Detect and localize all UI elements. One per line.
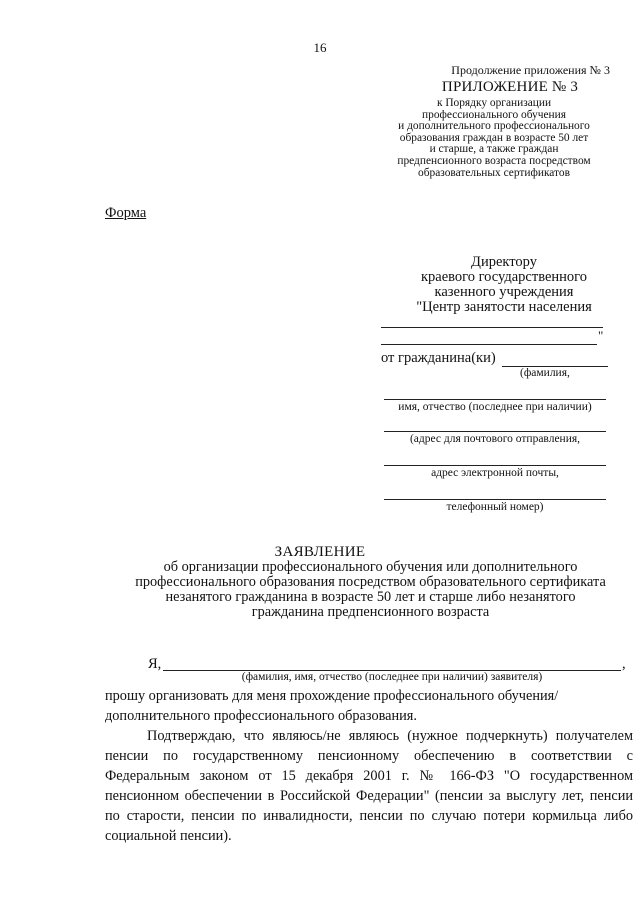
subtitle-line: профессионального образования посредством образовательного сертификата — [135, 574, 606, 590]
appendix-description-line: и дополнительного профессионального — [398, 120, 590, 133]
appendix-description-line: образовательных сертификатов — [418, 166, 570, 179]
email-field-line — [384, 465, 606, 466]
appendix-title: ПРИЛОЖЕНИЕ № 3 — [441, 79, 579, 95]
phone-field-line — [384, 499, 606, 500]
page-number: 16 — [313, 40, 327, 55]
postal-field-line — [384, 431, 606, 432]
appendix-description-line: и старше, а также граждан — [429, 143, 559, 156]
statement-subtitle — [108, 560, 633, 620]
appendix-description — [382, 98, 606, 179]
request-line-2: дополнительного профессионального образования. — [105, 708, 417, 724]
appendix-description-line: профессионального обучения — [422, 108, 566, 121]
applicant-ya-label: Я, — [148, 656, 162, 672]
appendix-description-line: предпенсионного возраста посредством — [397, 154, 591, 167]
form-label: Форма — [105, 205, 147, 221]
subtitle-line: незанятого гражданина в возрасте 50 лет и старше либо незанятого — [165, 589, 576, 605]
name-hint: имя, отчество (последнее при наличии) — [398, 401, 592, 413]
center-name-line-1 — [381, 327, 603, 328]
appendix-continuation: Продолжение приложения № 3 — [451, 63, 610, 77]
subtitle-line: гражданина предпенсионного возраста — [251, 604, 490, 620]
request-text — [105, 686, 633, 726]
applicant-comma: , — [622, 656, 626, 672]
from-citizen-label: от гражданина(ки) — [381, 350, 496, 366]
closing-quote: " — [598, 328, 604, 343]
addressee-line: Директору — [471, 254, 537, 270]
addressee-line: "Центр занятости населения — [416, 299, 592, 315]
addressee-block — [393, 255, 615, 315]
request-line-1: прошу организовать для меня прохождение профессионального обучения/ — [105, 688, 559, 704]
surname-hint: (фамилия, — [520, 367, 570, 379]
postal-address-hint: (адрес для почтового отправления, — [409, 433, 581, 445]
name-field-line — [384, 399, 606, 400]
pension-confirmation-paragraph: Подтверждаю, что являюсь/не являюсь (нужное подчеркнуть) получателем пенсии по государственному пенсионному обеспечению в соответствии с Федеральным законом от 15 декабря 2001 г. № 166-ФЗ "О государственном пенсионном обеспечении в Российской Федерации" (пенсии за выслугу лет, пенсии по старости, пенсии по инвалидности, пенсии по случаю потери кормильца либо социальной пенсии). — [105, 728, 633, 844]
addressee-line: краевого государственного — [420, 269, 588, 285]
applicant-name-hint: (фамилия, имя, отчество (последнее при наличии) заявителя) — [241, 671, 543, 683]
statement-title: ЗАЯВЛЕНИЕ — [274, 544, 366, 560]
phone-hint: телефонный номер) — [446, 501, 544, 513]
subtitle-line: об организации профессионального обучения или дополнительного — [163, 559, 578, 575]
center-name-line-2 — [381, 344, 597, 345]
appendix-description-line: к Порядку организации — [436, 97, 552, 109]
addressee-line: казенного учреждения — [434, 284, 574, 300]
email-hint: адрес электронной почты, — [431, 467, 559, 479]
appendix-description-line: образования граждан в возрасте 50 лет — [399, 131, 589, 144]
